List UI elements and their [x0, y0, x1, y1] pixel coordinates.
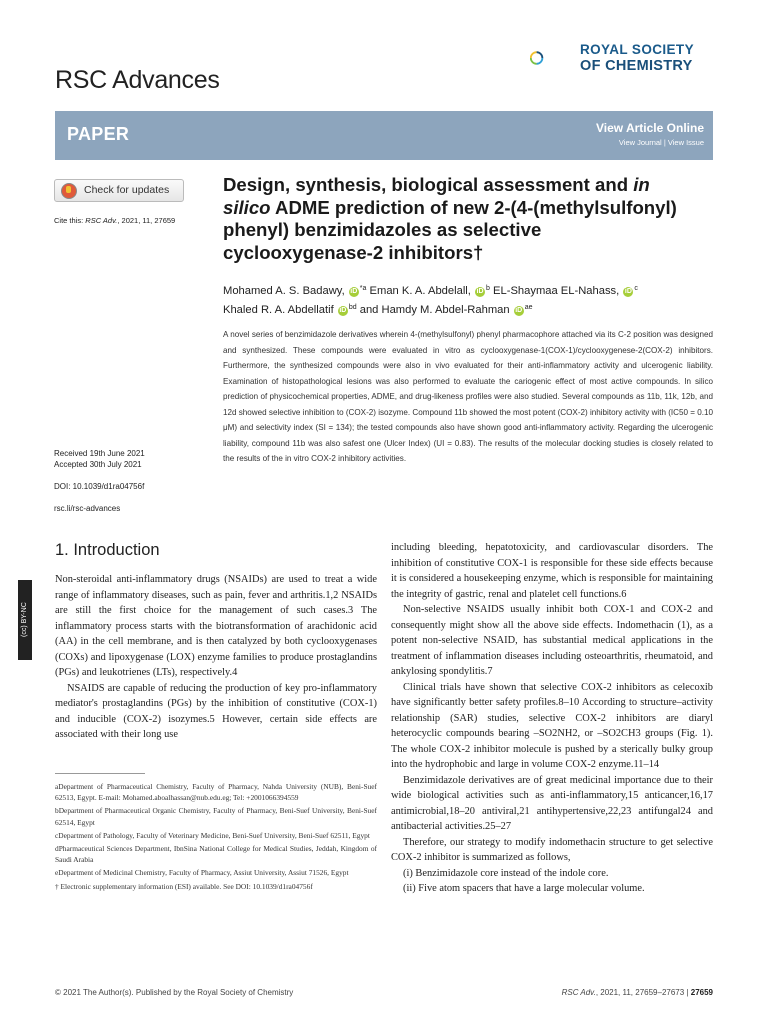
view-issue-link[interactable]: View Issue: [667, 138, 704, 147]
footer-journal: RSC Adv.: [561, 988, 596, 997]
author-affiliation: c: [634, 285, 638, 292]
view-article-online-link[interactable]: View Article Online: [595, 121, 704, 135]
received-date: Received 19th June 2021: [54, 449, 145, 458]
body-paragraph: Clinical trials have shown that selective COX-2 inhibitors as celecoxib have significantly better safety profiles.8–10 According to structure–activity relationship (SAR) studies, selective COX-2 inhibitors are diaryl heterocyclic compounds bearing –SO2NH2, or –SO2CH3 groups (Fig. 1). The whole COX-2 inhibitor molecule is pushed by a sterically bulky group into the hydrophobic and large in volume COX-2 enzyme.11–14: [391, 681, 713, 770]
accepted-date: Accepted 30th July 2021: [54, 460, 142, 469]
title-italic: in silico: [223, 174, 650, 218]
orcid-icon[interactable]: iD: [515, 306, 523, 314]
author-name[interactable]: EL-Shaymaa EL-Nahass,: [493, 285, 620, 297]
publisher-line-1: ROYAL SOCIETY: [580, 42, 694, 57]
section-heading: 1. Introduction: [55, 541, 160, 559]
footnote: dPharmaceutical Sciences Department, IbnSina National College for Medical Studies, Jeddah, Kingdom of Saudi Arabia: [55, 844, 377, 865]
view-journal-link[interactable]: View Journal: [618, 138, 662, 147]
article-type: PAPER: [67, 124, 130, 144]
footnote: cDepartment of Pathology, Faculty of Veterinary Medicine, Beni-Suef University, Beni-Suef 62511, Egypt: [55, 830, 370, 840]
title-text-2: ADME prediction of new 2-(4-(methylsulfonyl) phenyl) benzimidazoles as selective cyclooxygenase-2 inhibitors†: [223, 196, 677, 263]
footnote-divider: [55, 773, 145, 774]
abstract: A novel series of benzimidazole derivatives wherein 4-(methylsulfonyl) phenyl pharmacophore attached via its C-2 position was designed and synthesized. These compounds were evaluated in vitro as cyclooxygenase-1(COX-1)/cyclooxygenese-2(COX-2) inhibitors. Furthermore, the synthesized compounds were also in vivo evaluated for their anti-inflammatory activity and ulcerogenic liability. Examination of histopathological lesions was also performed to evaluate the cariogenic effect of most active compounds. In silico prediction of physicochemical properties, ADME, and drug-likeness profiles were also studied. Several compounds as 11b, 11k, 12b, and 12d showed selective inhibition to (COX-2) isozyme. Compound 11b showed the most potent (COX-2) inhibitory activity with (IC50 = 0.10 μM) and selectivity index (SI = 134); the tested compounds also have shown good anti-inflammatory activity. Regarding the ulcerogenic liability, compound 11b was also safest one (Ulcer Index) (UI = 0.83). The results of the molecular docking studies is closely related to the results of the in vitro COX-2 inhibitory activities.: [223, 330, 713, 463]
banner-links: [619, 138, 704, 147]
footer-citation: [562, 988, 713, 997]
cite-label: Cite this:: [54, 216, 84, 225]
footer-separator: |: [686, 988, 689, 997]
publisher-name: [580, 42, 694, 74]
body-paragraph: Non-selective NSAIDS usually inhibit both COX-1 and COX-2 and consequently might show all the above side effects. Indomethacin (1), as a potent non-selective NSAID, has substantial medical applications in the treatment of inflammation diseases including osteoarthritis, rheumatoid, and ankylosing spondylitis.7: [391, 604, 713, 677]
author-name[interactable]: Eman K. A. Abdelall,: [369, 285, 471, 297]
doi[interactable]: DOI: 10.1039/d1ra04756f: [54, 482, 145, 491]
author-name[interactable]: and Hamdy M. Abdel-Rahman: [359, 303, 510, 316]
orcid-icon[interactable]: iD: [339, 306, 347, 314]
link-separator: |: [663, 138, 668, 147]
footnote: aDepartment of Pharmaceutical Chemistry, Faculty of Pharmacy, Nahda University (NUB), Beni-Suef 62513, Egypt. E-mail: Mohamed.aboalhassan@nub.edu.eg; Tel: +2001066394559: [55, 782, 377, 803]
cite-journal: RSC Adv.: [85, 216, 118, 225]
author-list: [223, 281, 703, 318]
article-banner: [55, 111, 713, 160]
rsc-logo-icon: [530, 32, 580, 84]
cite-details: , 2021, 11, 27659: [117, 216, 176, 225]
author-affiliation: b: [486, 285, 490, 292]
orcid-icon[interactable]: iD: [476, 288, 484, 295]
publisher-line-2: OF CHEMISTRY: [580, 58, 693, 74]
check-for-updates-label: Check for updates: [84, 184, 170, 196]
body-paragraph: Benzimidazole derivatives are of great medicinal importance due to their wide biological activities such as anti-inflammatory,15 anticancer,16,17 antimicrobial,18–20 antiviral,21 antihypertensive,22,23 antifungal24 and antibacterial activities.25–27: [391, 774, 713, 832]
body-paragraph: including bleeding, hepatotoxicity, and cardiovascular disorders. The inhibition of constitutive COX-1 is responsible for these side effects because it is considered a housekeeping enzyme, which is responsible for maintaining the integrity of gastric, renal and platelet cell functions.6: [391, 542, 713, 600]
body-paragraph: Therefore, our strategy to modify indomethacin structure to get selective COX-2 inhibitor is summarized as follows,: [391, 836, 713, 863]
author-affiliation: *a: [359, 285, 367, 292]
footnote: eDepartment of Medicinal Chemistry, Faculty of Pharmacy, Assiut University, Assiut 71526, Egypt: [55, 868, 349, 878]
article-title: [223, 174, 693, 264]
title-text-1: Design, synthesis, biological assessment and: [223, 174, 634, 195]
list-item: (ii) Five atom spacers that have a large molecular volume.: [403, 883, 645, 894]
list-item: (i) Benzimidazole core instead of the indole core.: [403, 867, 609, 879]
footnote: † Electronic supplementary information (ESI) available. See DOI: 10.1039/d1ra04756f: [55, 881, 313, 891]
body-paragraph: Non-steroidal anti-inflammatory drugs (NSAIDs) are used to treat a wide range of inflammatory diseases, such as pain, fever and arthritis.1,2 NSAIDs are still the first choice for the management of such cases.3 The inflammatory process starts with the biotransformation of arachidonic acid (AA) in the cell membrane, and is then catalyzed by both cyclooxygenases (COXs) and lipoxygenase (LOX) enzyme families to produce prostaglandins (PGs) and leukotrienes (LTs), respectively.4: [55, 574, 377, 678]
footnotes: [55, 781, 377, 894]
page-number: 27659: [690, 988, 713, 997]
journal-title: RSC Advances: [55, 66, 220, 94]
footer-copyright: © 2021 The Author(s). Published by the Royal Society of Chemistry: [55, 988, 294, 997]
author-affiliation: bd: [348, 303, 357, 311]
orcid-icon[interactable]: iD: [350, 288, 358, 295]
footer-volume-pages: , 2021, 11, 27659–27673: [595, 988, 685, 997]
crossmark-icon: [61, 183, 77, 199]
body-paragraph: NSAIDS are capable of reducing the production of key pro-inflammatory mediator's prostaglandins (PGs) by the inhibition of constitutive (COX-1) and inducible (COX-2) isozymes.5 However, certain side effects are associated with their long use: [55, 682, 377, 740]
author-name[interactable]: Khaled R. A. Abdellatif: [223, 303, 334, 316]
author-affiliation: ae: [524, 303, 533, 311]
journal-link[interactable]: rsc.li/rsc-advances: [54, 504, 121, 513]
citation: [54, 216, 175, 225]
license-badge[interactable]: (cc) BY-NC: [18, 580, 32, 660]
right-column: [391, 540, 713, 897]
left-column: [55, 572, 377, 743]
author-name[interactable]: Mohamed A. S. Badawy,: [223, 285, 345, 297]
footnote: bDepartment of Pharmaceutical Organic Chemistry, Faculty of Pharmacy, Beni-Suef University, Beni-Suef 62514, Egypt: [55, 806, 377, 827]
check-for-updates-button[interactable]: [54, 179, 184, 202]
orcid-icon[interactable]: iD: [624, 288, 632, 295]
